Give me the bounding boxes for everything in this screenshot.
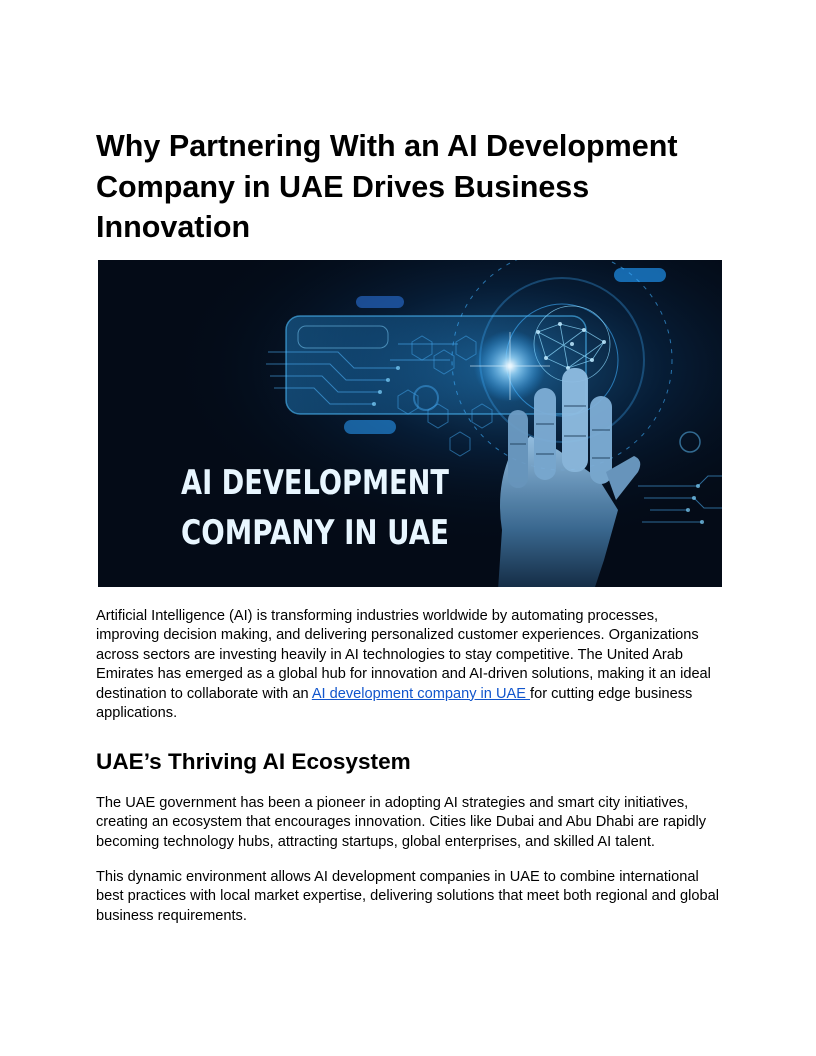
hero-illustration bbox=[98, 260, 722, 587]
ai-development-company-link[interactable]: AI development company in UAE bbox=[311, 685, 531, 702]
intro-text-before: Artificial Intelligence (AI) is transforming industries worldwide by automating processes, improving decision making, and delivering personalized customer experiences. Organizations across sectors are investing heavily in AI technologies to stay competitive. The United Arab Emirates has emerged as a global hub for innovation and AI-driven solutions, making it an ideal destination to collaborate with an bbox=[96, 608, 711, 702]
environment-paragraph: This dynamic environment allows AI development companies in UAE to combine international best practices with local market expertise, delivering solutions that meet both regional and global business requirements. bbox=[96, 869, 720, 924]
hero-image bbox=[98, 260, 722, 587]
intro-paragraph bbox=[96, 607, 724, 723]
page-title: Why Partnering With an AI Development Company in UAE Drives Business Innovation bbox=[96, 129, 678, 244]
intro-text-after: for cutting edge business applications. bbox=[96, 685, 693, 722]
ecosystem-paragraph: The UAE government has been a pioneer in adopting AI strategies and smart city initiatives, creating an ecosystem that encourages innovation. Cities like Dubai and Abu Dhabi are rapidly becoming technology hubs, attracting startups, global enterprises, and skilled AI talent. bbox=[96, 795, 707, 850]
hero-headline-line2: COMPANY IN UAE bbox=[181, 513, 449, 553]
section-heading: UAE’s Thriving AI Ecosystem bbox=[96, 749, 411, 774]
hero-headline-line1: AI DEVELOPMENT bbox=[181, 463, 450, 503]
